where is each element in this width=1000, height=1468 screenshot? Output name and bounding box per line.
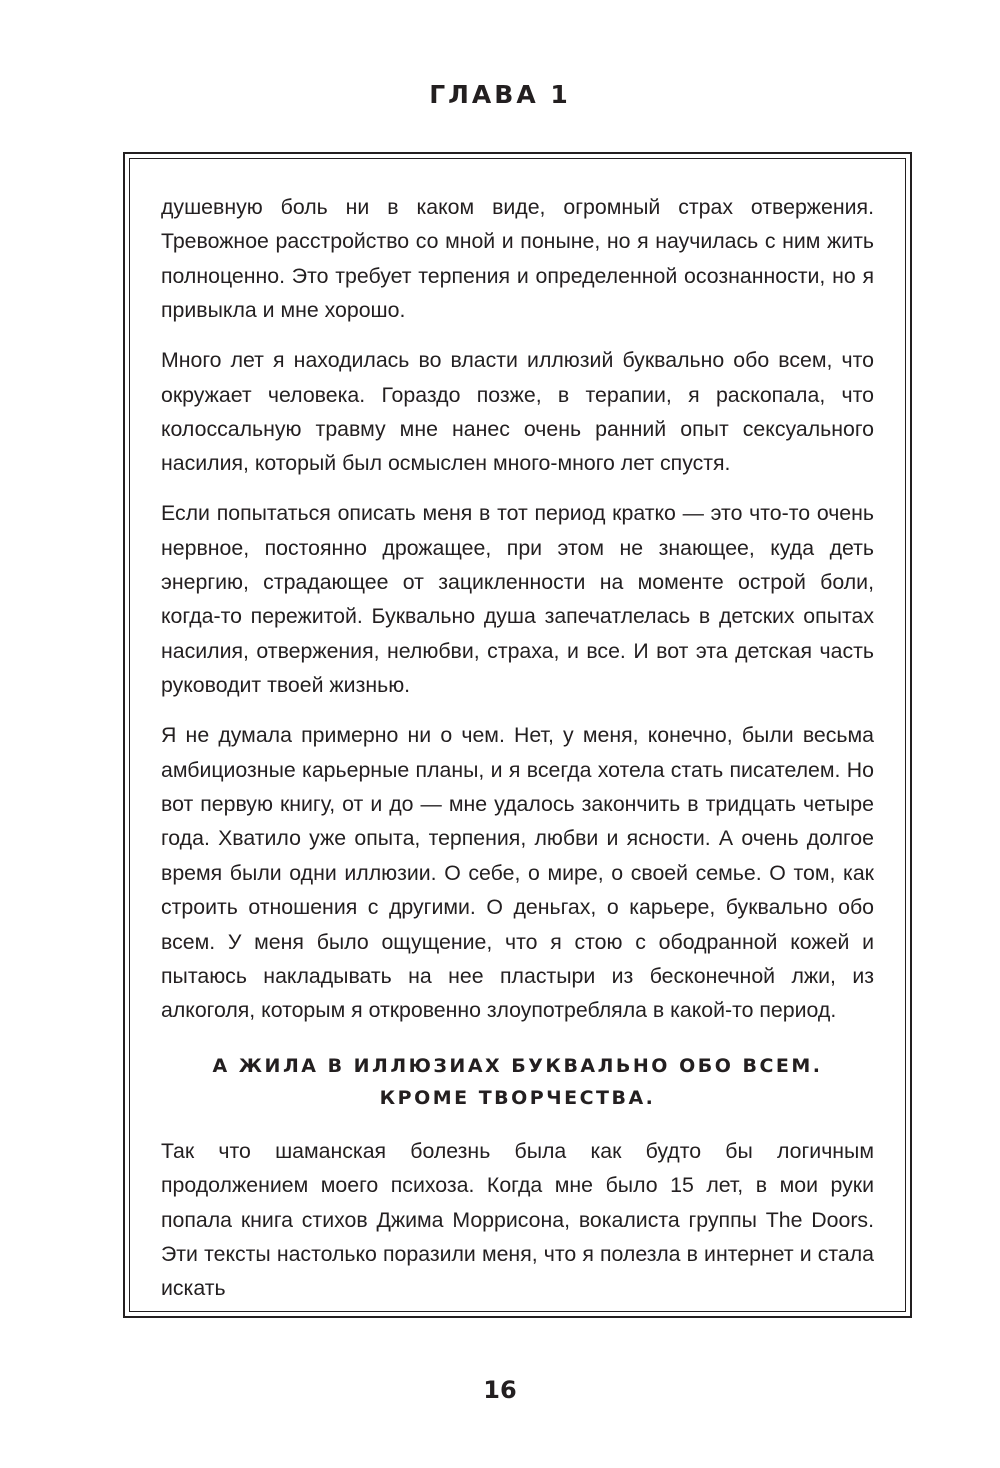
paragraph: душевную боль ни в каком виде, огромный страх отвержения. Тревожное расстройство со мной и поныне, но я научилась с ним жить полноценно. Это требует терпения и определенной осознанности, но я привыкла и мне хорошо. [161,195,874,323]
paragraph: Если попытаться описать меня в тот период кратко — это что-то очень нервное, постоянно дрожащее, при этом не знающее, куда деть энергию, страдающее от зацикленности на моменте острой боли, когда-то пережитой. Буквально душа запечатлелась в детских опытах насилия, отвержения, нелюбви, страха, и все. И вот эта детская часть руководит твоей жизнью. [161,501,874,698]
paragraph: Я не думала примерно ни о чем. Нет, у меня, конечно, были весьма амбициозные карьерные планы, и я всегда хотела стать писателем. Но вот первую книгу, от и до — мне удалось закончить в тридцать четыре года. Хватило уже опыта, терпения, любви и ясности. А очень долгое время были одни иллюзии. О себе, о мире, о своей семье. О том, как строить отношения с другими. О деньгах, о карьере, буквально обо всем. У меня было ощущение, что я стою с ободранной кожей и пытаюсь накладывать на нее пластыри из бесконечной лжи, из алкоголя, которым я откровенно злоупотребляла в какой-то период. [161,723,874,1023]
pull-quote-line: А ЖИЛА В ИЛЛЮЗИАХ БУКВАЛЬНО ОБО ВСЕМ. [212,1054,823,1077]
pull-quote-line: КРОМЕ ТВОРЧЕСТВА. [379,1086,656,1109]
paragraph: Много лет я находилась во власти иллюзий буквально обо всем, что окружает человека. Гораздо позже, в терапии, я раскопала, что колоссальную травму мне нанес очень ранний опыт сексуального насилия, который был осмыслен много-много лет спустя. [161,348,874,476]
pull-quote [161,1050,874,1114]
page-number: 16 [483,1376,517,1404]
body-text [161,190,874,1321]
paragraph: Так что шаманская болезнь была как будто бы логичным продолжением моего психоза. Когда мне было 15 лет, в мои руки попала книга стихов Джима Моррисона, вокалиста группы The Doors. Эти тексты настолько поразили меня, что я полезла в интернет и стала искать [161,1138,874,1301]
chapter-title: ГЛАВА 1 [429,80,571,109]
